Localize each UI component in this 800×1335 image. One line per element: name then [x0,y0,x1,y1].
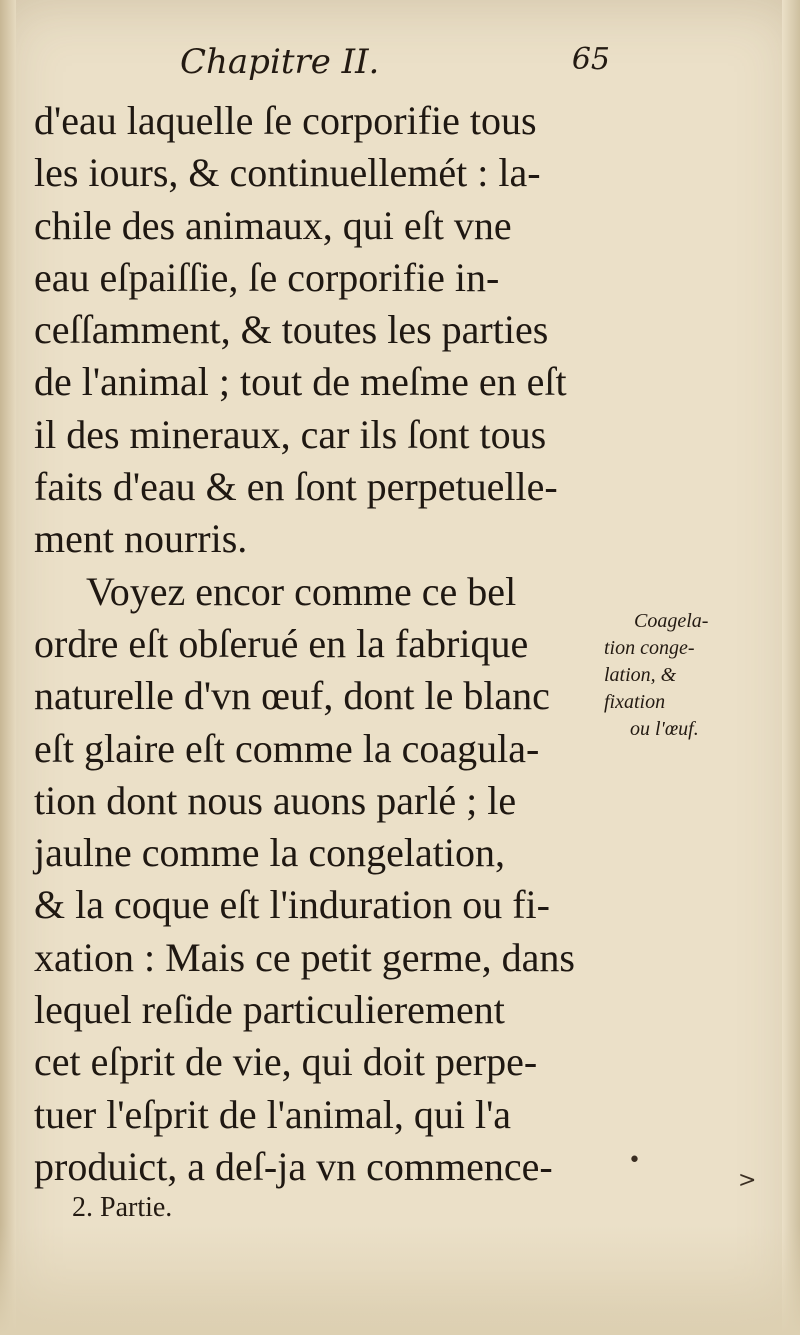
page-bottom-shade [0,1225,800,1335]
text-line: il des mineraux, car ils ſont tous [34,411,547,457]
text-line: & la coque eſt l'induration ou fi- [34,882,550,928]
text-line: produict, a deſ-ja vn commence- [34,1143,553,1189]
text-line: chile des animaux, qui eſt vne [34,202,512,248]
running-title: Chapitre II. [180,42,380,82]
text-line: les iours, & continuellemét : la- [34,150,541,196]
text-line: tion dont nous auons parlé ; le [34,777,517,823]
text-line: de l'animal ; tout de meſme en eſt [34,359,567,405]
signature-mark: 2. Partie. [72,1192,173,1223]
text-line: cet eſprit de vie, qui doit perpe- [34,1039,538,1085]
text-line: ceſſamment, & toutes les parties [34,307,549,353]
text-line: jaulne comme la congelation, [34,830,505,876]
text-line: ment nourris. [34,516,248,562]
page-edge-shadow [782,0,800,1335]
marginal-note [604,608,754,743]
text-line: naturelle d'vn œuf, dont le blanc [34,673,550,719]
text-line: ordre eſt obſerué en la fabrique [34,620,529,666]
ink-bracket: > [738,1168,757,1193]
marginal-note-line: Coagela- [634,610,709,632]
ink-dot: • [628,1148,641,1173]
page-gutter-shadow [0,0,16,1335]
marginal-note-line: lation, & [604,664,677,686]
text-line: eſt glaire eſt comme la coagula- [34,725,540,771]
text-line: eau eſpaiſſie, ſe corporifie in- [34,254,500,300]
page-number: 65 [571,42,610,77]
text-line: tuer l'eſprit de l'animal, qui l'a [34,1091,512,1137]
marginal-note-line: tion conge- [604,637,695,659]
text-line: faits d'eau & en ſont perpetuelle- [34,464,558,510]
text-line: xation : Mais ce petit germe, dans [34,934,575,980]
paragraph-first-line: Voyez encor comme ce bel [86,568,517,614]
marginal-note-line: fixation [604,691,666,713]
text-line: lequel reſide particulierement [34,987,505,1033]
text-line: d'eau laquelle ſe corporifie tous [34,98,537,143]
body-text [34,95,610,1193]
page-header [180,42,610,92]
marginal-note-line: ou l'œuf. [630,718,699,740]
